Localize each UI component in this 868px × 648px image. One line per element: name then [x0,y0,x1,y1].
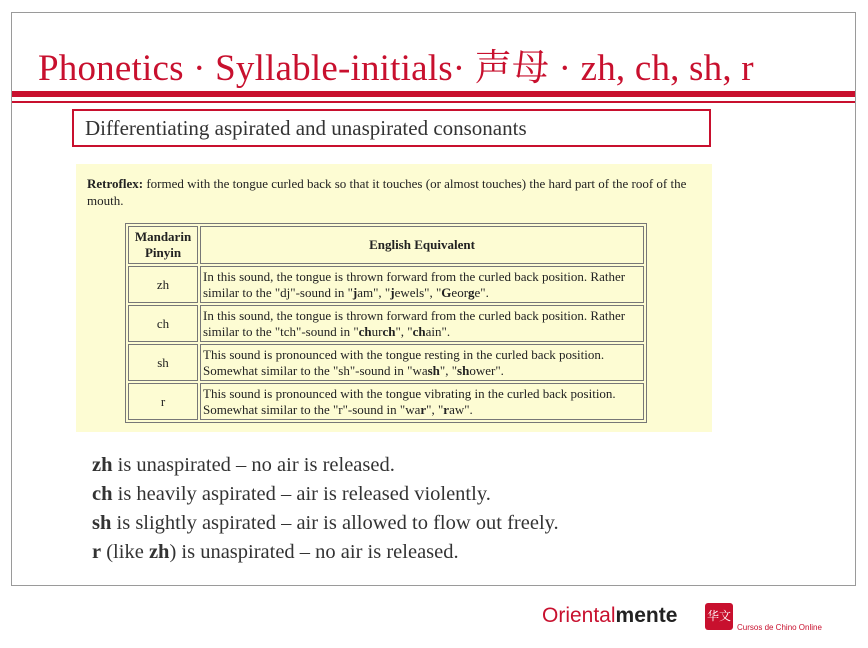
phonetics-table [125,223,647,423]
bold-segment: g [468,284,475,300]
text-segment: e". [474,284,489,300]
text-segment: ower". [469,362,504,378]
note-line [92,451,559,480]
text-segment: ain". [425,323,451,339]
title-divider-thick [12,91,855,97]
note-line [92,509,559,538]
text-segment: am", " [357,284,391,300]
note-line [92,538,559,567]
text-segment: eor [451,284,469,300]
column-header-english: English Equivalent [200,226,644,264]
text-segment: (like [101,541,149,563]
brand-suffix: mente [615,604,678,627]
brand-logo [542,604,677,628]
text-segment: ur [371,323,383,339]
bold-segment: sh [92,512,112,534]
retroflex-panel [76,164,712,432]
pinyin-cell: ch [128,305,198,342]
text-segment: is heavily aspirated – air is released violently. [112,483,491,505]
bold-segment: zh [148,541,170,563]
text-segment: aw". [449,401,473,417]
brand-tagline: Cursos de Chino Online [737,623,822,632]
title-divider-thin [12,101,855,103]
pinyin-cell: sh [128,344,198,381]
note-line [92,480,559,509]
bold-segment: j [390,284,395,300]
text-segment: ", " [395,323,413,339]
retroflex-label: Retroflex: [87,176,144,191]
table-header-row [128,226,644,264]
text-segment: In this sound, the tongue is thrown forward from the curled back position. Rather similar to the "tch"-sound in " [203,307,626,339]
english-equivalent-cell [200,344,644,381]
english-equivalent-cell [200,383,644,420]
slide [11,12,856,586]
table-row [128,383,644,420]
brand-prefix: Oriental [542,604,616,627]
text-segment: ", " [439,362,458,378]
page-title: Phonetics · Syllable-initials· 声母 · zh, ch, sh, r [38,48,754,89]
text-segment: ) is unaspirated – no air is released. [169,541,459,563]
table-row [128,344,644,381]
bold-segment: ch [382,323,396,339]
bold-segment: ch [358,323,372,339]
retroflex-text: formed with the tongue curled back so that it touches (or almost touches) the hard part of the roof of the mouth. [87,176,687,208]
section-subtitle: Differentiating aspirated and unaspirated consonants [72,109,711,147]
bold-segment: sh [427,362,440,378]
bold-segment: r [92,541,102,563]
english-equivalent-cell [200,305,644,342]
bold-segment: j [352,284,358,300]
pinyin-cell: r [128,383,198,420]
brand-seal-icon: 华文 [705,603,733,630]
bold-segment: ch [412,323,426,339]
bold-segment: G [441,284,452,300]
retroflex-definition [87,175,697,209]
bold-segment: r [443,401,450,417]
text-segment: This sound is pronounced with the tongue vibrating in the curled back position. Somewhat similar to the "r"-sound in "wa [203,385,616,417]
table-row [128,266,644,303]
text-segment: is unaspirated – no air is released. [112,454,395,476]
table-body [128,266,644,420]
aspiration-notes [92,451,559,567]
bold-segment: ch [92,483,113,505]
text-segment: ewels", " [394,284,442,300]
text-segment: ", " [426,401,444,417]
pinyin-cell: zh [128,266,198,303]
text-segment: In this sound, the tongue is thrown forward from the curled back position. Rather similar to the "dj"-sound in " [203,268,626,300]
bold-segment: sh [457,362,470,378]
bold-segment: zh [92,454,113,476]
english-equivalent-cell [200,266,644,303]
text-segment: is slightly aspirated – air is allowed to flow out freely. [111,512,559,534]
bold-segment: r [420,401,427,417]
table-row [128,305,644,342]
text-segment: This sound is pronounced with the tongue resting in the curled back position. Somewhat similar to the "sh"-sound in "wa [203,346,605,378]
column-header-pinyin: Mandarin Pinyin [128,226,198,264]
